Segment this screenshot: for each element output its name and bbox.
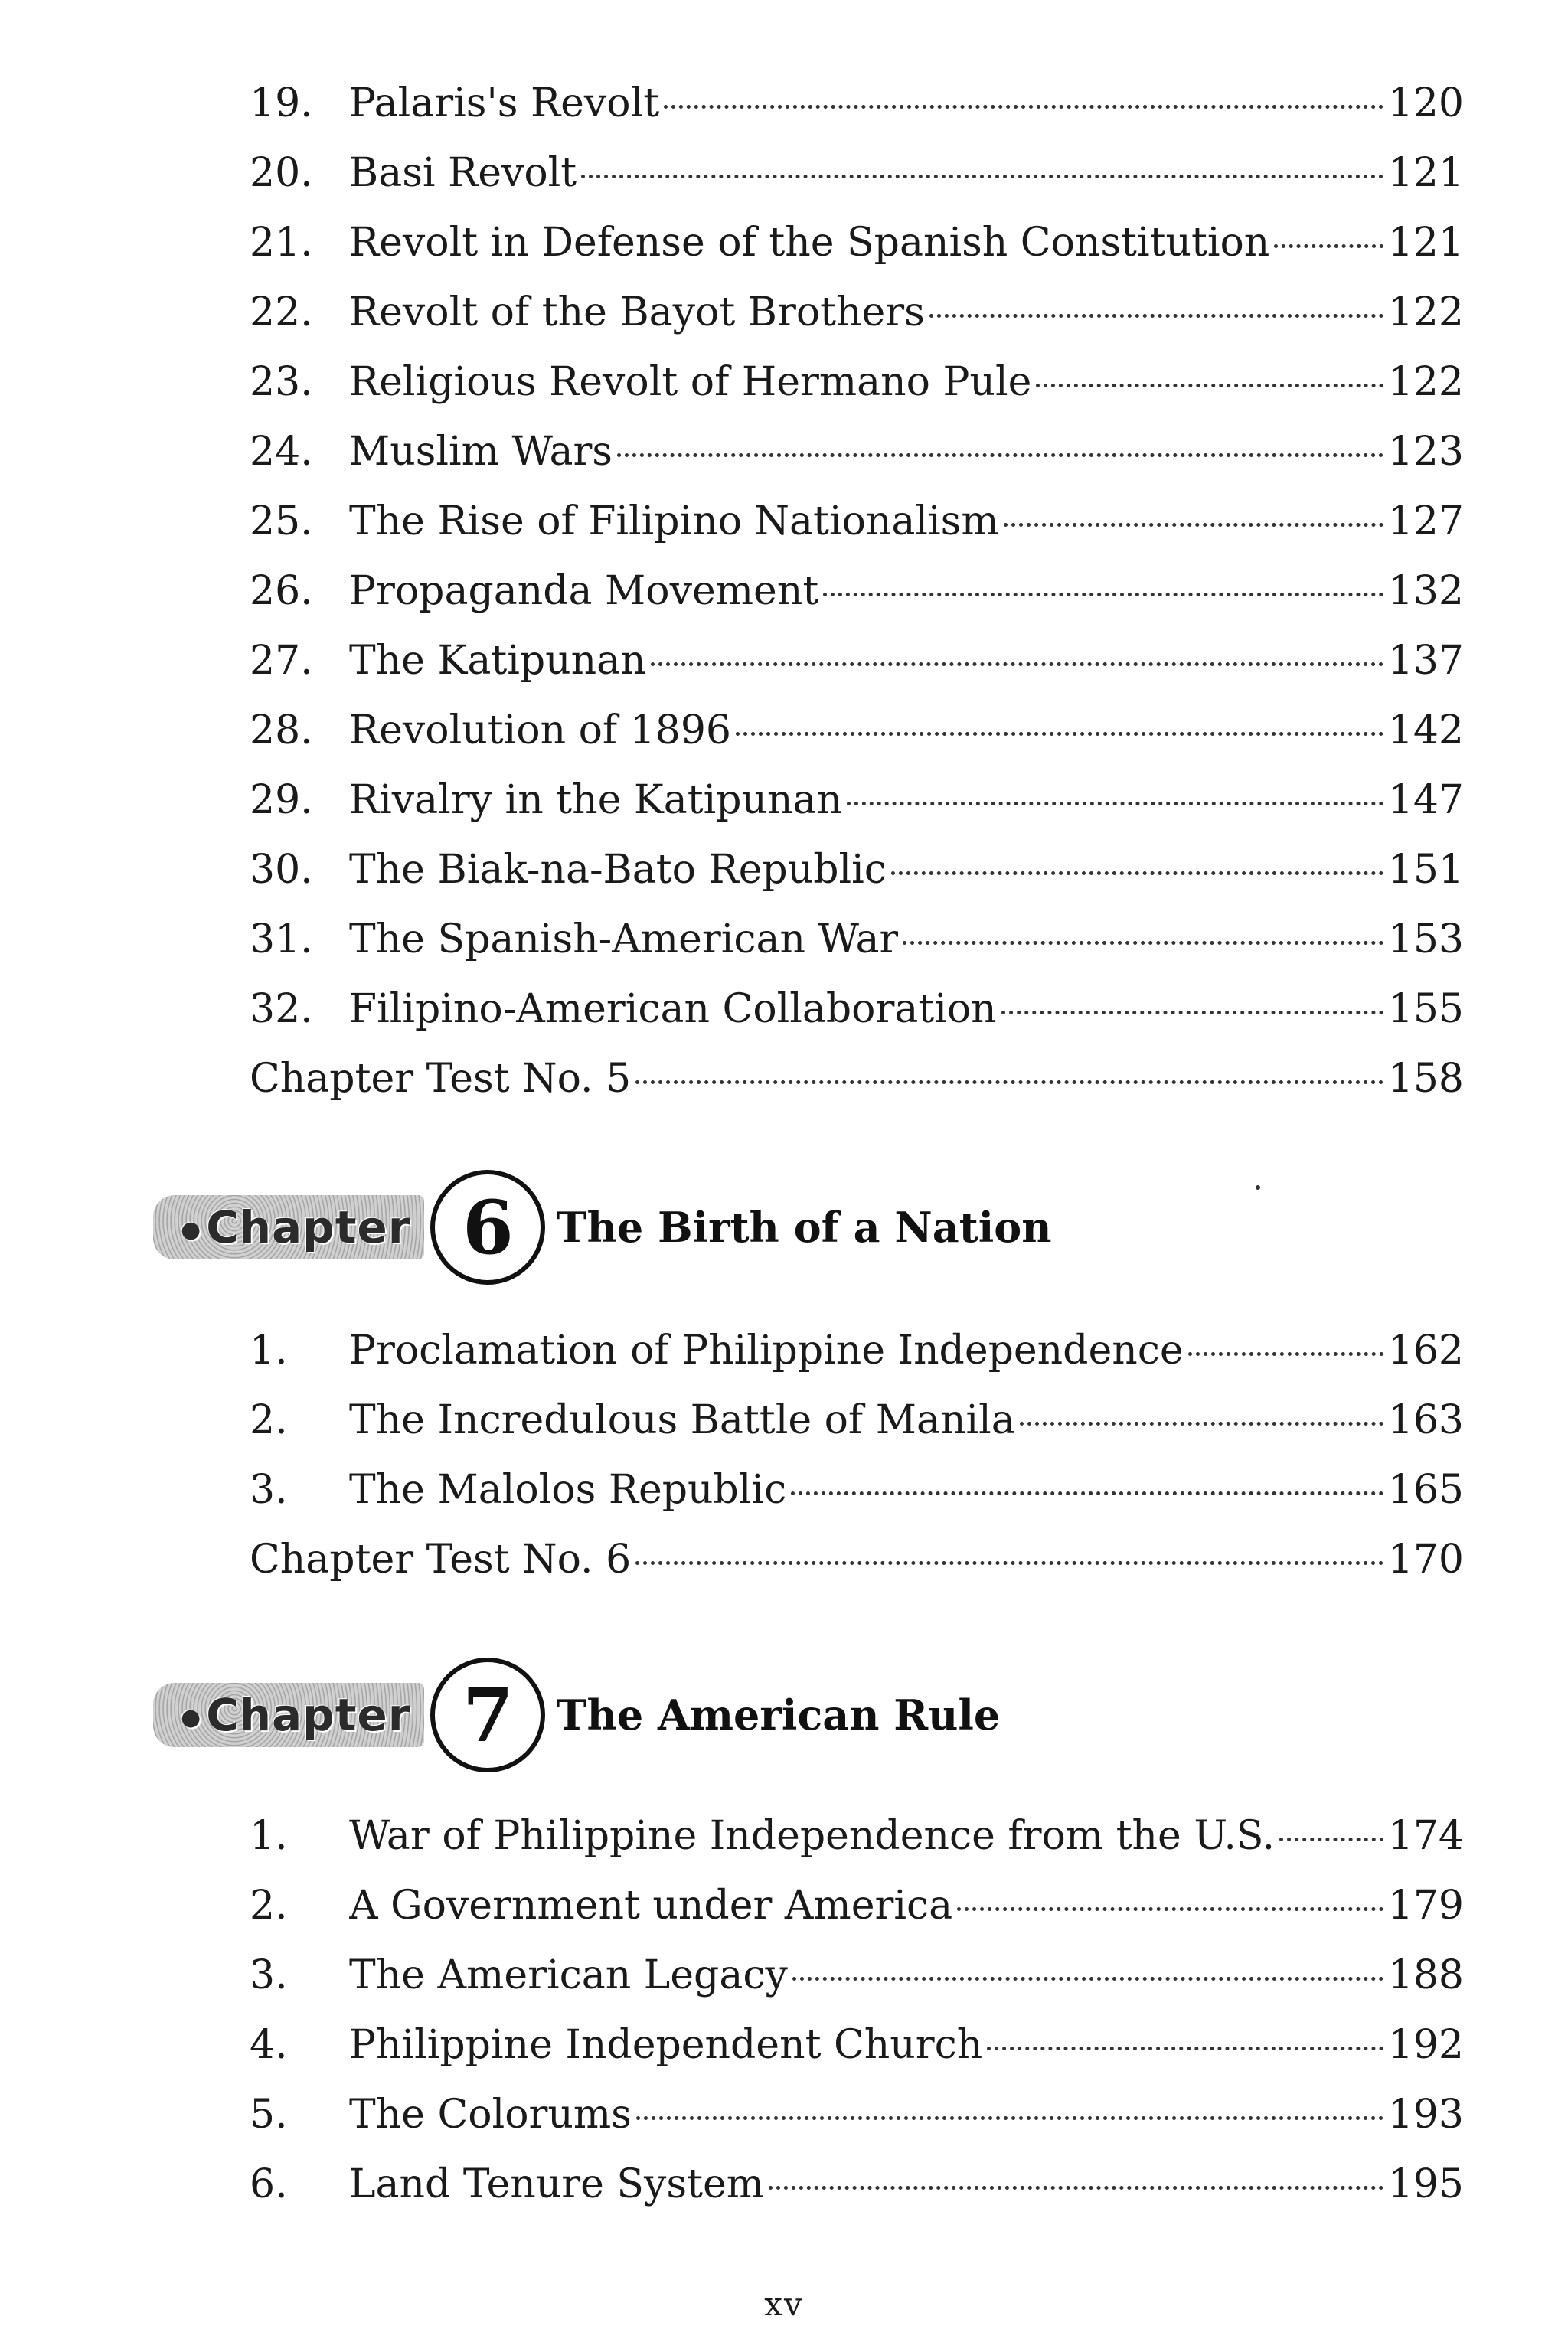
toc-entry[interactable] [250, 1875, 1464, 1936]
entry-title: The Katipunan [349, 638, 646, 684]
entry-title: The Biak-na-Bato Republic [349, 847, 887, 893]
page-number: xv [764, 2285, 804, 2323]
entry-number: 4. [250, 2022, 288, 2068]
dot-leader [1036, 384, 1383, 387]
chapter-label [153, 1683, 424, 1747]
toc-entry[interactable] [250, 421, 1464, 482]
dot-leader [1279, 1838, 1383, 1841]
entry-page: 151 [1387, 847, 1464, 893]
entry-page: 188 [1387, 1952, 1464, 1998]
entry-number: 24. [250, 429, 313, 475]
dot-leader [664, 105, 1383, 109]
entry-number: 2. [250, 1883, 288, 1929]
entry-title: Palaris's Revolt [349, 80, 660, 126]
entry-page: 123 [1387, 429, 1464, 475]
dot-leader [847, 802, 1383, 805]
entry-title: Rivalry in the Katipunan [349, 777, 843, 823]
dot-leader [792, 1977, 1383, 1981]
toc-entry[interactable] [250, 2154, 1464, 2215]
entry-number: 3. [250, 1952, 288, 1998]
dot-leader [635, 1561, 1383, 1565]
entry-page: 193 [1387, 2092, 1464, 2138]
toc-entry[interactable] [250, 1945, 1464, 2006]
entry-page: 192 [1387, 2022, 1464, 2068]
entry-number: 23. [250, 359, 313, 405]
toc-entry[interactable] [250, 73, 1464, 134]
entry-title: The Spanish-American War [349, 916, 899, 962]
toc-entry[interactable] [250, 839, 1464, 900]
entry-page: 121 [1387, 220, 1464, 266]
entry-page: 142 [1387, 707, 1464, 753]
entry-page: 165 [1387, 1467, 1464, 1513]
toc-entry[interactable] [250, 560, 1464, 622]
toc-entry[interactable] [250, 1390, 1464, 1451]
chapter-title: The Birth of a Nation [556, 1203, 1052, 1252]
toc-entry[interactable] [250, 700, 1464, 761]
bullet-icon: ● [181, 1217, 202, 1244]
entry-title: A Government under America [349, 1883, 953, 1929]
dot-leader [791, 1491, 1383, 1495]
entry-page: 132 [1387, 568, 1464, 614]
entry-page: 122 [1387, 289, 1464, 335]
entry-page: 122 [1387, 359, 1464, 405]
dot-leader [736, 732, 1383, 736]
toc-entry[interactable] [250, 2084, 1464, 2145]
toc-entry[interactable] [250, 1805, 1464, 1867]
entry-number: 19. [250, 80, 313, 126]
toc-entry[interactable] [250, 909, 1464, 970]
entry-page: 155 [1387, 986, 1464, 1032]
dot-leader [635, 1080, 1383, 1084]
dot-leader [636, 2116, 1383, 2120]
entry-number: 5. [250, 2092, 288, 2138]
entry-title: Proclamation of Philippine Independence [349, 1328, 1184, 1374]
toc-entry[interactable] [250, 978, 1464, 1040]
dot-leader [581, 175, 1383, 178]
entry-title: Chapter Test No. 5 [250, 1056, 632, 1102]
entry-title: The Rise of Filipino Nationalism [349, 498, 999, 544]
toc-entry[interactable] [250, 1320, 1464, 1381]
entry-page: 195 [1387, 2161, 1464, 2207]
chapter-number-badge: 7 [430, 1658, 545, 1772]
entry-number: 26. [250, 568, 313, 614]
entry-title: Revolt in Defense of the Spanish Constitution [349, 220, 1270, 266]
print-speck [1256, 1185, 1260, 1190]
entry-number: 2. [250, 1397, 288, 1443]
entry-title: Land Tenure System [349, 2161, 765, 2207]
toc-entry[interactable] [250, 1459, 1464, 1521]
entry-number: 3. [250, 1467, 288, 1513]
entry-title: Chapter Test No. 6 [250, 1537, 632, 1583]
toc-entry[interactable] [250, 630, 1464, 691]
entry-number: 20. [250, 150, 313, 196]
entry-page: 158 [1387, 1056, 1464, 1102]
entry-page: 170 [1387, 1537, 1464, 1583]
entry-page: 147 [1387, 777, 1464, 823]
chapter-word: Chapter [206, 1201, 411, 1253]
dot-leader [903, 941, 1383, 945]
entry-page: 163 [1387, 1397, 1464, 1443]
dot-leader [1274, 244, 1383, 248]
entry-number: 28. [250, 707, 313, 753]
entry-title: Basi Revolt [349, 150, 577, 196]
dot-leader [1020, 1422, 1383, 1426]
entry-page: 127 [1387, 498, 1464, 544]
entry-title: The Incredulous Battle of Manila [349, 1397, 1015, 1443]
toc-entry[interactable] [250, 142, 1464, 204]
entry-number: 27. [250, 638, 313, 684]
entry-page: 162 [1387, 1328, 1464, 1374]
toc-entry[interactable] [250, 282, 1464, 343]
bullet-icon: ● [181, 1704, 202, 1732]
entry-number: 1. [250, 1328, 288, 1374]
dot-leader [957, 1907, 1383, 1911]
entry-title: The Malolos Republic [349, 1467, 787, 1513]
dot-leader [891, 871, 1383, 875]
dot-leader [651, 662, 1383, 666]
dot-leader [1004, 523, 1383, 527]
entry-number: 1. [250, 1813, 288, 1859]
chapter-heading [153, 1658, 1302, 1772]
entry-number: 32. [250, 986, 313, 1032]
entry-page: 153 [1387, 916, 1464, 962]
entry-title: The American Legacy [349, 1952, 788, 1998]
toc-entry[interactable] [250, 2014, 1464, 2076]
dot-leader [617, 453, 1383, 457]
entry-title: Propaganda Movement [349, 568, 819, 614]
entry-page: 174 [1387, 1813, 1464, 1859]
entry-number: 31. [250, 916, 313, 962]
entry-title: War of Philippine Independence from the U.S. [349, 1813, 1276, 1859]
toc-entry[interactable] [250, 491, 1464, 552]
entry-page: 121 [1387, 150, 1464, 196]
entry-title: Revolt of the Bayot Brothers [349, 289, 925, 335]
toc-entry[interactable] [250, 351, 1464, 413]
entry-number: 6. [250, 2161, 288, 2207]
entry-number: 21. [250, 220, 313, 266]
chapter-test-entry[interactable] [250, 1048, 1464, 1109]
entry-number: 22. [250, 289, 313, 335]
entry-title: The Colorums [349, 2092, 632, 2138]
entry-number: 25. [250, 498, 313, 544]
entry-title: Philippine Independent Church [349, 2022, 983, 2068]
chapter-word: Chapter [206, 1689, 411, 1741]
entry-page: 137 [1387, 638, 1464, 684]
entry-number: 30. [250, 847, 313, 893]
entry-page: 120 [1387, 80, 1464, 126]
chapter-number-badge: 6 [430, 1170, 545, 1285]
chapter-heading [153, 1170, 1302, 1285]
chapter-title: The American Rule [556, 1691, 1001, 1740]
dot-leader [823, 593, 1383, 596]
entry-title: Religious Revolt of Hermano Pule [349, 359, 1032, 405]
toc-entry[interactable] [250, 212, 1464, 273]
entry-title: Filipino-American Collaboration [349, 986, 997, 1032]
chapter-label [153, 1195, 424, 1259]
entry-title: Revolution of 1896 [349, 707, 732, 753]
chapter-test-entry[interactable] [250, 1529, 1464, 1590]
entry-page: 179 [1387, 1883, 1464, 1929]
dot-leader [769, 2186, 1383, 2190]
dot-leader [987, 2047, 1383, 2050]
toc-entry[interactable] [250, 769, 1464, 831]
dot-leader [1188, 1352, 1383, 1356]
entry-title: Muslim Wars [349, 429, 612, 475]
dot-leader [929, 314, 1383, 318]
dot-leader [1001, 1011, 1383, 1014]
entry-number: 29. [250, 777, 313, 823]
